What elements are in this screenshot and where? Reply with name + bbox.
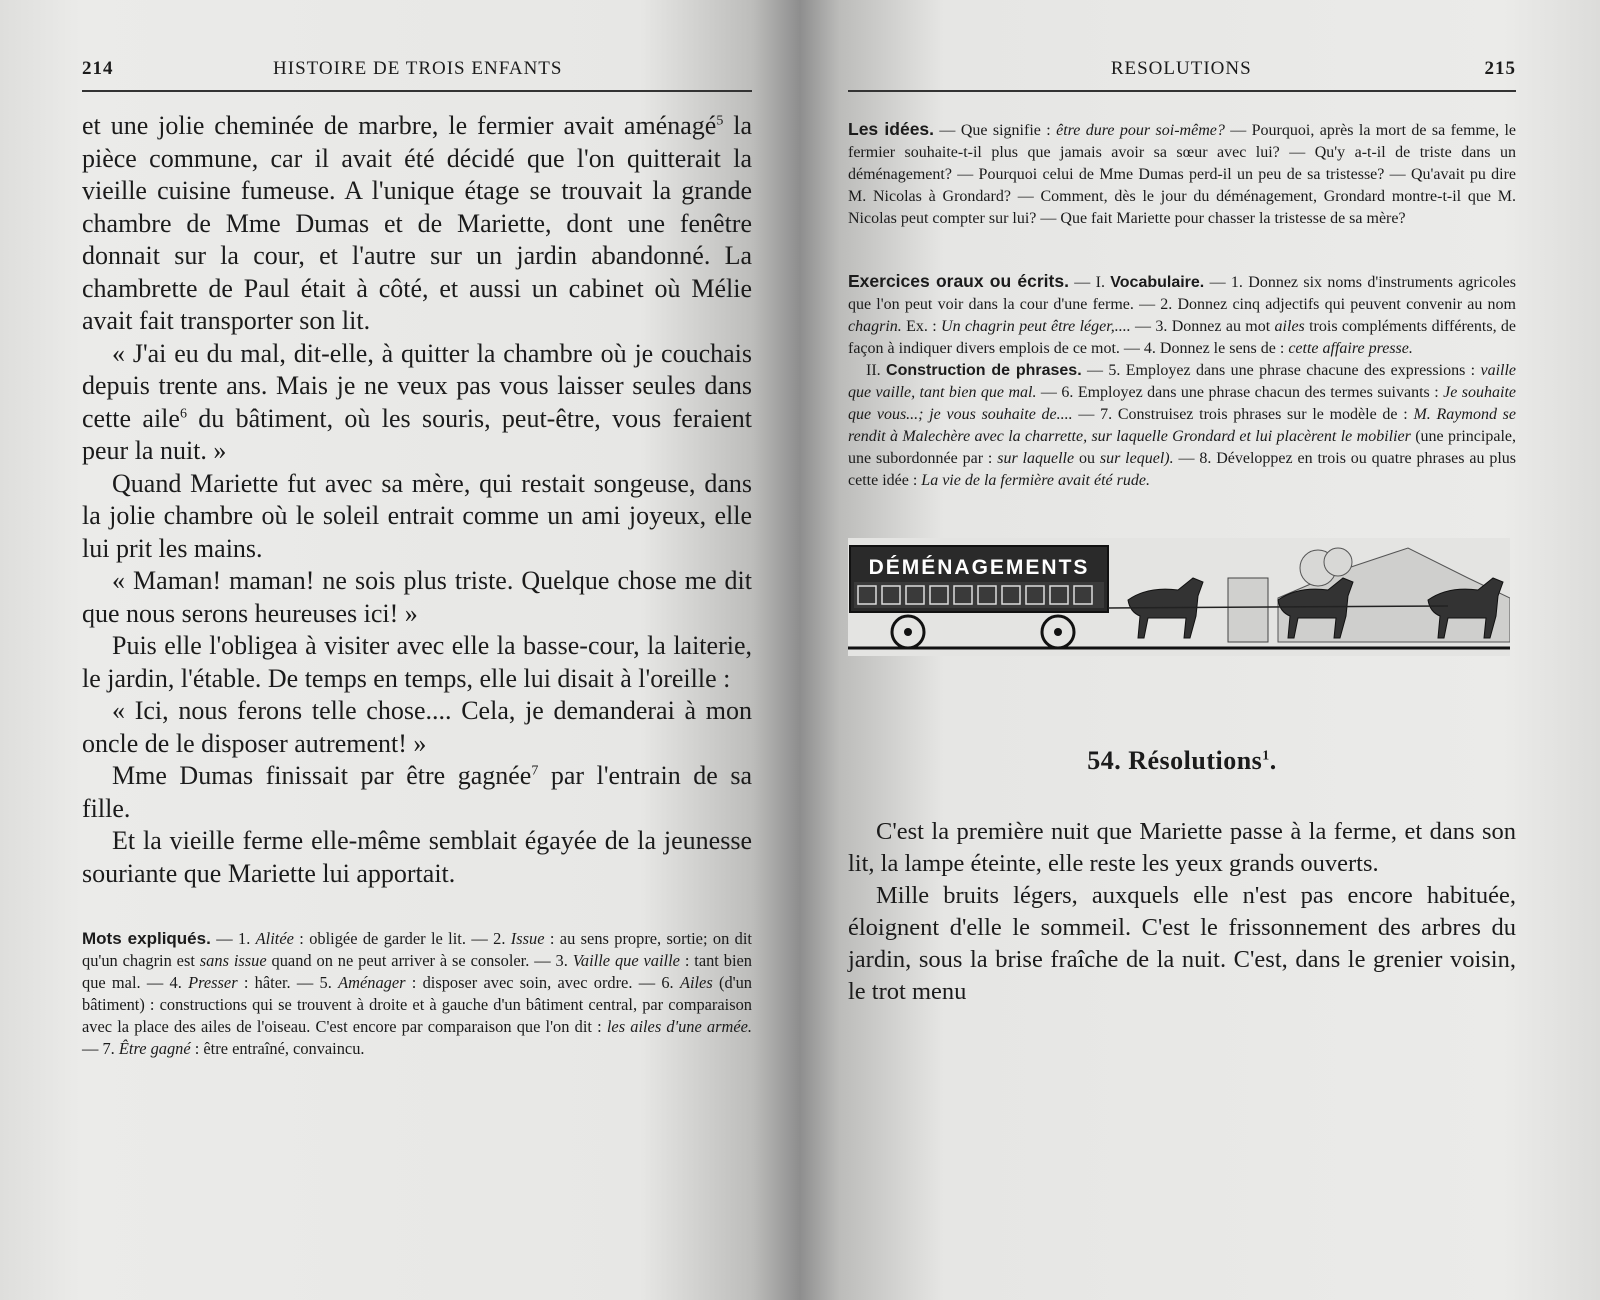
right-page-number: 215 bbox=[1484, 58, 1516, 79]
paragraph: et une jolie cheminée de marbre, le fermier avait aménagé$^5$ la pièce commune, car il avait été décidé que l'on quitterait la vieille cuisine fumeuse. A l'unique étage se trouvait la grande chambre de Mme Dumas et de Mariette, dont une fenêtre donnait sur la cour, et l'autre sur un jardin abandonné. La chambrette de Paul était à côté, et aussi un cabinet où Mélie avait fait transporter son lit. bbox=[82, 111, 753, 335]
exercises-section: Exercices oraux ou écrits. — I. Vocabulaire. — 1. Donnez six noms d'instruments agricoles que l'on peut voir dans la cour d'une ferme. — 2. Donnez cinq adjectifs qui peuvent convenir au nom chagrin. Ex. : Un chagrin peut être léger,.... — 3. Donnez au mot ailes trois compléments différents, de façon à indiquer divers emplois de ce mot. — 4. Donnez le sens de : cette affaire presse. II. Construction de phrases. — 5. Employez dans une phrase chacune des expressions : vaille que vaille, tant bien que mal. — 6. Employez dans une phrase chacun des termes suivants : Je souhaite que vous...; je vous souhaite de.... — 7. Construisez trois phrases sur le modèle de : M. Raymond se rendit à Malechère avec la charrette, sur laquelle Grondard et lui placèrent le mobilier (une principale, une subordonnée par : sur laquelle ou sur lequel). — 8. Développez en trois ou quatre phrases au plus cette idée : La vie de la fermière avait été rude. bbox=[848, 271, 1517, 489]
left-page-number: 214 bbox=[82, 58, 114, 79]
paragraph: « Maman! maman! ne sois plus triste. Quelque chose me dit que nous serons heureuses ici! » bbox=[82, 566, 752, 628]
ideas-heading: Les idées. bbox=[848, 119, 935, 139]
paragraph: Mille bruits légers, auxquels elle n'est pas encore habituée, éloignent d'elle le sommeil. C'est le frissonnement des arbres du jardin, sous la brise fraîche de la nuit. C'est, dans le grenier voisin, le trot menu bbox=[848, 882, 1516, 1005]
chapter-body-text bbox=[848, 816, 1516, 1008]
left-body-text bbox=[82, 110, 752, 890]
left-running-head bbox=[82, 58, 752, 92]
paragraph: Quand Mariette fut avec sa mère, qui restait songeuse, dans la jolie chambre où le soleil entrait comme un ami joyeux, elle lui prit les mains. bbox=[82, 468, 752, 563]
wagon-sign-text: DÉMÉNAGEMENTS bbox=[868, 556, 1090, 579]
left-running-title: HISTOIRE DE TROIS ENFANTS bbox=[273, 58, 563, 79]
chapter-title: 54. Résolutions$^1$. bbox=[1087, 746, 1277, 775]
paragraph: Mme Dumas finissait par être gagnée$^7$ par l'entrain de sa fille. bbox=[82, 761, 752, 823]
paragraph: C'est la première nuit que Mariette passe à la ferme, et dans son lit, la lampe éteinte, elle reste les yeux grands ouverts. bbox=[848, 818, 1516, 877]
notes-heading: Mots expliqués. bbox=[82, 929, 211, 948]
right-page bbox=[800, 0, 1600, 1300]
paragraph: Puis elle l'obligea à visiter avec elle la basse-cour, la laiterie, le jardin, l'étable. De temps en temps, elle lui disait à l'oreille : bbox=[82, 631, 752, 693]
right-running-head bbox=[848, 58, 1516, 92]
ideas-section: Les idées. — Que signifie : être dure pour soi-même? — Pourquoi, après la mort de sa femme, le fermier souhaite-t-il plus que jamais avoir sa sœur avec lui? — Qu'y a-t-il de triste dans un déménagement? — Pourquoi celui de Mme Dumas perd-il un peu de sa tristesse? — Qu'avait pu dire M. Nicolas à Grondard? — Comment, dès le jour du déménagement, Grondard montre-t-il que M. Nicolas peut compter sur lui? — Que fait Mariette pour chasser la tristesse de sa mère? bbox=[848, 119, 1517, 227]
exercises-heading: Exercices oraux ou écrits. bbox=[848, 271, 1069, 291]
right-running-title: RESOLUTIONS bbox=[1110, 58, 1252, 79]
paragraph: « J'ai eu du mal, dit-elle, à quitter la chambre où je couchais depuis trente ans. Mais je ne veux pas vous laisser seules dans cette aile$^6$ du bâtiment, où les souris, peut-être, vous feraient peur la nuit. » bbox=[82, 338, 752, 465]
paragraph: « Ici, nous ferons telle chose.... Cela, je demanderai à mon oncle de le disposer autrement! » bbox=[82, 696, 752, 758]
explained-words-notes: Mots expliqués. — 1. Alitée : obligée de garder le lit. — 2. Issue : au sens propre, sortie; on dit qu'un chagrin est sans issue quand on ne peut arriver à se consoler. — 3. Vaille que vaille : tant bien que mal. — 4. Presser : hâter. — 5. Aménager : disposer avec soin, avec ordre. — 6. Ailes (d'un bâtiment) : constructions qui se trouvent à droite et à gauche d'un bâtiment central, par comparaison avec la place des ailes de l'oiseau. C'est encore par comparaison que l'on dit : les ailes d'une armée. — 7. Être gagné : être entraîné, convaincu. bbox=[82, 929, 752, 1058]
paragraph: Et la vieille ferme elle-même semblait égayée de la jeunesse souriante que Mariette lui apportait. bbox=[82, 826, 752, 888]
moving-wagon-illustration bbox=[848, 538, 1510, 656]
